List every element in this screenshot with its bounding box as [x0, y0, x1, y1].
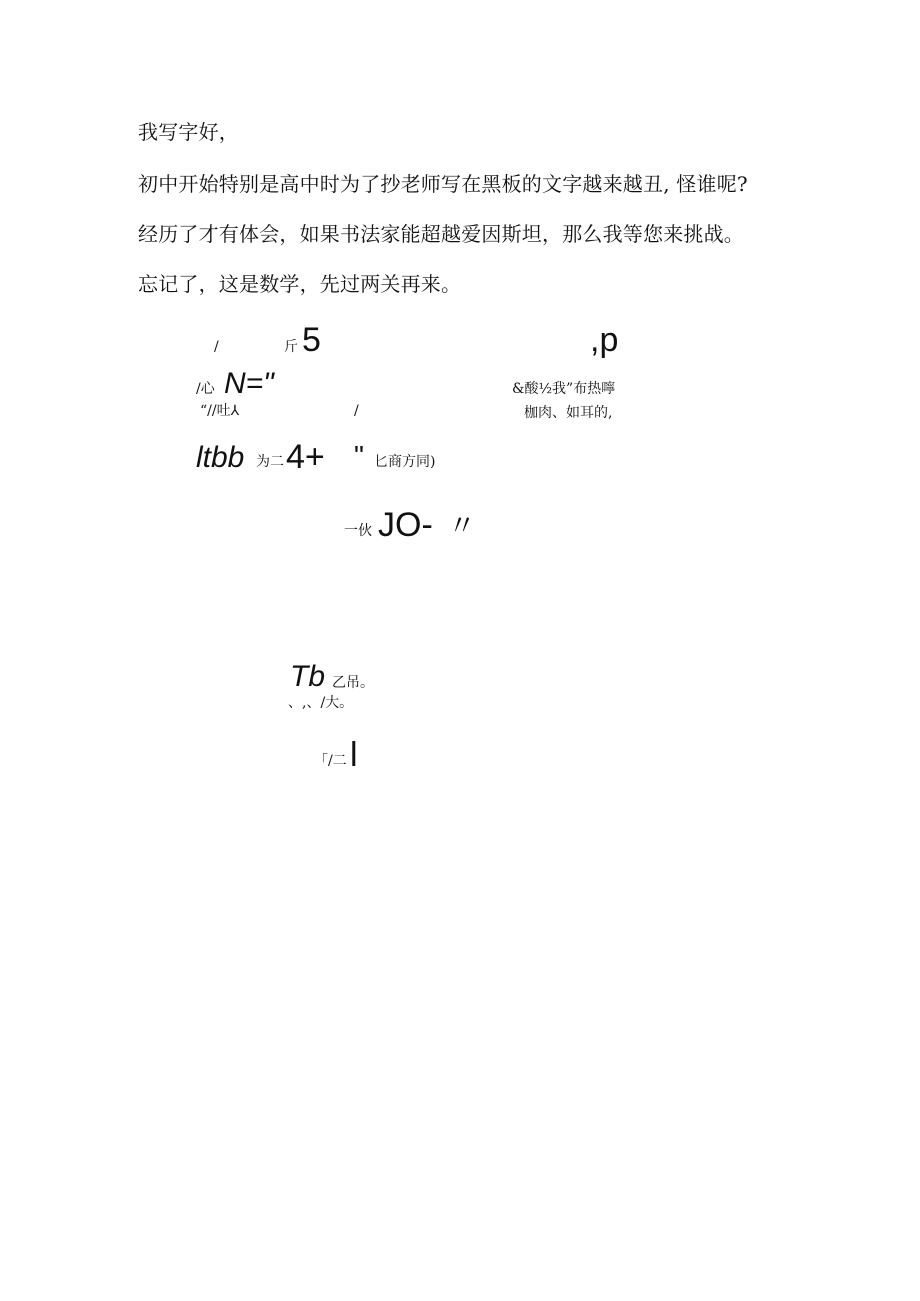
fragment-17: JO- — [378, 506, 433, 544]
fragment-21: 、,、/大。 — [288, 695, 354, 711]
fragment-3: 5 — [302, 321, 321, 359]
fragment-12: 为二 — [256, 454, 284, 470]
fragment-8: “//吐⅄ — [200, 403, 240, 419]
fragment-5: /心 — [196, 381, 215, 397]
fragment-19: Tb — [290, 660, 326, 693]
fragment-14: " — [354, 440, 364, 471]
fragment-7: &酸½我”布热嚀 — [512, 381, 616, 397]
fragment-1: / — [214, 339, 219, 355]
paragraph-4: 忘记了，这是数学，先过两关再来。 — [138, 272, 462, 296]
fragment-9: / — [354, 403, 359, 419]
paragraph-1: 我写字好， — [138, 120, 239, 144]
fragment-15: 匕商方同) — [374, 454, 436, 470]
fragment-22: 「/二 — [314, 753, 347, 769]
fragment-6: N=" — [224, 367, 274, 400]
fragment-18: 〃 — [448, 510, 477, 541]
paragraph-2: 初中开始特别是高中时为了抄老师写在黑板的文字越来越丑, 怪谁呢? — [138, 172, 748, 196]
fragment-4: ,p — [590, 321, 619, 359]
fragment-10: 枷肉、如耳的, — [524, 405, 613, 421]
paragraph-3: 经历了才有体会，如果书法家能超越爱因斯坦，那么我等您来挑战。 — [138, 222, 744, 246]
fragment-20: 乙吊。 — [332, 675, 374, 691]
fragment-11: ltbb — [196, 441, 245, 474]
fragment-16: 一伙 — [344, 523, 372, 539]
fragment-13: 4+ — [286, 438, 325, 476]
fragment-23: l — [350, 736, 358, 774]
fragment-2: 斤 — [284, 339, 298, 355]
